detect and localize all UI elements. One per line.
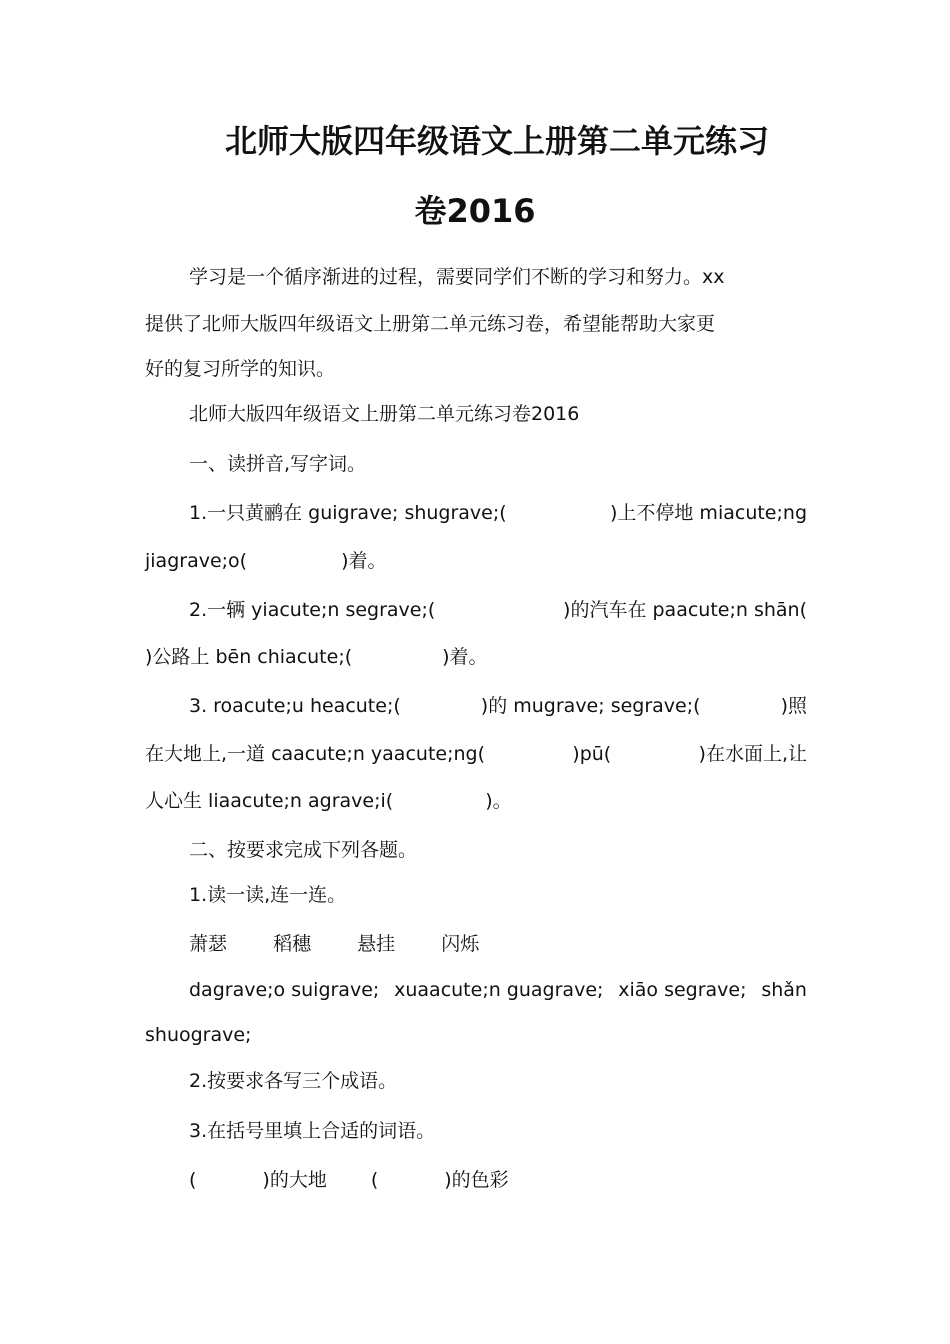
section-2-question-3-label: 3.在括号里填上合适的词语。: [189, 1120, 436, 1142]
pinyin-item: xuaacute;n guagrave;: [394, 979, 604, 1001]
section-1-heading: 一、读拼音,写字词。: [189, 453, 367, 475]
word-item: 萧瑟: [189, 933, 228, 955]
question-1-line-2: [145, 546, 807, 576]
question-3-part-g: 人心生 liaacute;n agrave;i(: [145, 790, 394, 812]
section-2-question-1-label: 1.读一读,连一连。: [189, 884, 347, 906]
pinyin-item: xiāo segrave;: [618, 979, 747, 1001]
word-item: 悬挂: [357, 933, 396, 955]
pinyin-item: shǎn: [761, 979, 807, 1001]
subtitle: 北师大版四年级语文上册第二单元练习卷2016: [189, 403, 580, 425]
blank-1-open: (: [189, 1169, 197, 1191]
blank-2-open: (: [370, 1169, 379, 1191]
question-1-part-b: )上不停地 miacute;ng: [609, 502, 807, 524]
pinyin-continuation: shuograve;: [145, 1024, 252, 1046]
question-3-part-a: 3. roacute;u heacute;(: [189, 695, 401, 717]
question-3-line-2: [145, 739, 807, 769]
intro-line-2: 提供了北师大版四年级语文上册第二单元练习卷，希望能帮助大家更: [145, 313, 716, 335]
question-2-part-b: )的汽车在 paacute;n shān(: [563, 599, 807, 621]
question-2-line-1: [145, 595, 807, 625]
pinyin-item: dagrave;o suigrave;: [189, 979, 380, 1001]
question-3-part-c: )照: [780, 695, 807, 717]
intro-line-3: 好的复习所学的知识。: [145, 358, 336, 380]
question-1-part-a: 1.一只黄鹂在 guigrave; shugrave;(: [189, 502, 507, 524]
question-3-line-1: [145, 691, 807, 721]
word-list: [145, 929, 807, 959]
question-3-line-3: [145, 786, 807, 816]
question-2-line-2: [145, 642, 807, 672]
document-title-line-1: 北师大版四年级语文上册第二单元练习: [225, 122, 770, 160]
intro-line-1: 学习是一个循序渐进的过程，需要同学们不断的学习和努力。xx: [189, 266, 725, 288]
word-item: 闪烁: [441, 933, 480, 955]
question-2-part-a: 2.一辆 yiacute;n segrave;(: [189, 599, 436, 621]
section-2-question-2: 2.按要求各写三个成语。: [189, 1070, 398, 1092]
question-3-part-d: 在大地上,一道 caacute;n yaacute;ng(: [145, 743, 485, 765]
section-2-heading: 二、按要求完成下列各题。: [189, 839, 418, 861]
question-3-part-b: )的 mugrave; segrave;(: [480, 695, 701, 717]
document-title-line-2: 卷2016: [414, 192, 536, 230]
pinyin-list: [145, 975, 807, 1005]
question-3-part-h: )。: [485, 790, 512, 812]
question-3-part-e: )pū(: [572, 743, 612, 765]
question-1-part-c: jiagrave;o(: [145, 550, 248, 572]
word-item: 稻穗: [273, 933, 312, 955]
blank-1-close: )的大地: [262, 1169, 327, 1191]
question-2-part-d: )着。: [442, 646, 488, 668]
blank-2-close: )的色彩: [444, 1169, 509, 1191]
question-3-part-f: )在水面上,让: [698, 743, 807, 765]
fill-blank-row: [145, 1165, 807, 1195]
question-1-line-1: [145, 498, 807, 528]
question-1-part-d: )着。: [341, 550, 387, 572]
question-2-part-c: )公路上 bēn chiacute;(: [145, 646, 353, 668]
